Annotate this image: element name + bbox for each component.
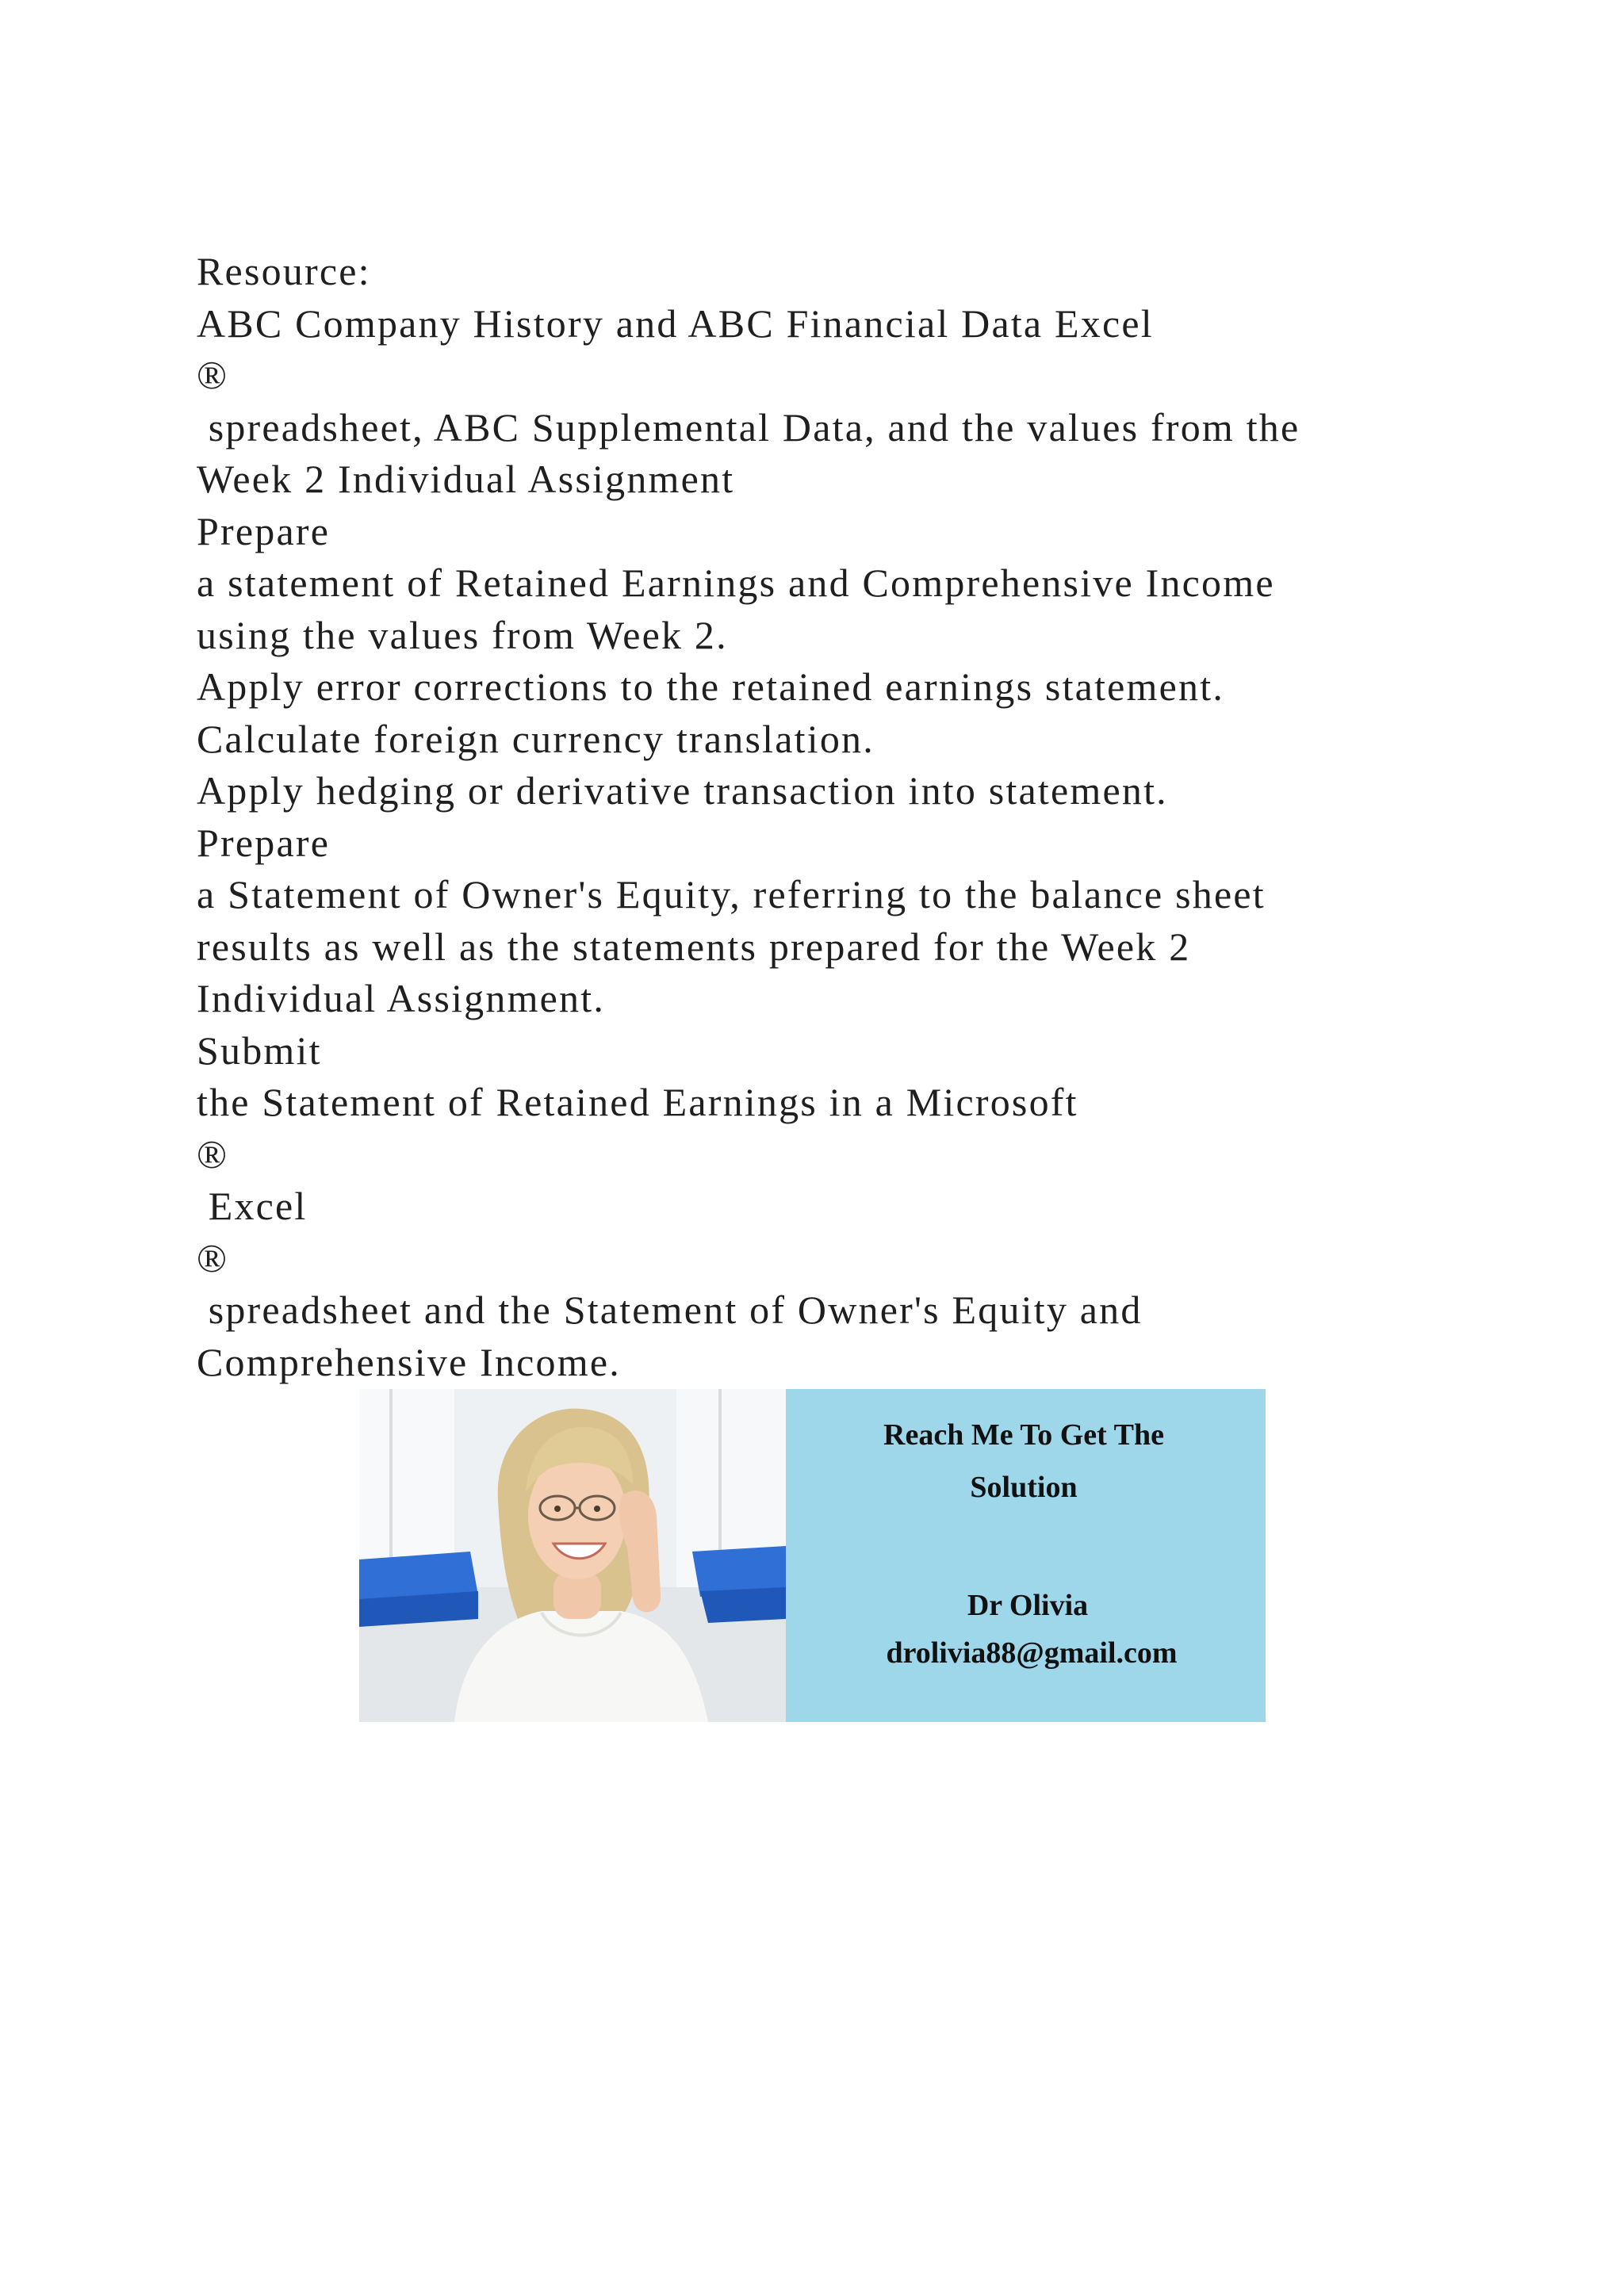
text-line: Prepare xyxy=(197,820,331,865)
registered-mark: ® xyxy=(197,353,229,397)
registered-mark: ® xyxy=(197,1235,229,1280)
woman-illustration xyxy=(359,1389,786,1722)
text-line: Excel xyxy=(197,1184,308,1228)
registered-mark: ® xyxy=(197,1131,229,1177)
text-line: Calculate foreign currency translation. xyxy=(197,716,875,761)
text-line: the Statement of Retained Earnings in a Microsoft xyxy=(197,1080,1078,1124)
contact-banner xyxy=(359,1389,1266,1722)
contact-email: drolivia88@gmail.com xyxy=(886,1636,1178,1670)
text-line: results as well as the statements prepared for the Week 2 xyxy=(197,924,1191,969)
text-line: Resource: xyxy=(197,249,371,293)
text-line: a Statement of Owner's Equity, referring to the balance sheet xyxy=(197,872,1266,916)
text-line: Apply hedging or derivative transaction into statement. xyxy=(197,768,1168,813)
text-line: Submit xyxy=(197,1027,322,1073)
woman-photo xyxy=(359,1389,786,1722)
text-line: using the values from Week 2. xyxy=(197,612,728,657)
banner-title-line1: Reach Me To Get The xyxy=(883,1418,1164,1452)
text-line: Individual Assignment. xyxy=(197,976,606,1020)
text-line: spreadsheet, ABC Supplemental Data, and the values from the xyxy=(197,404,1300,450)
banner-title-line2: Solution xyxy=(970,1471,1078,1504)
text-line: Comprehensive Income. xyxy=(197,1339,621,1384)
text-line: Prepare xyxy=(197,508,331,553)
text-line: a statement of Retained Earnings and Comprehensive Income xyxy=(197,561,1275,605)
text-line: Week 2 Individual Assignment xyxy=(197,457,735,501)
assignment-text xyxy=(197,246,1481,1388)
contact-panel xyxy=(786,1389,1266,1722)
text-line: spreadsheet and the Statement of Owner's Equity and xyxy=(197,1288,1143,1332)
text-line: Apply error corrections to the retained earnings statement. xyxy=(197,664,1225,709)
contact-name: Dr Olivia xyxy=(967,1589,1089,1622)
text-line: ABC Company History and ABC Financial Data Excel xyxy=(197,300,1154,346)
